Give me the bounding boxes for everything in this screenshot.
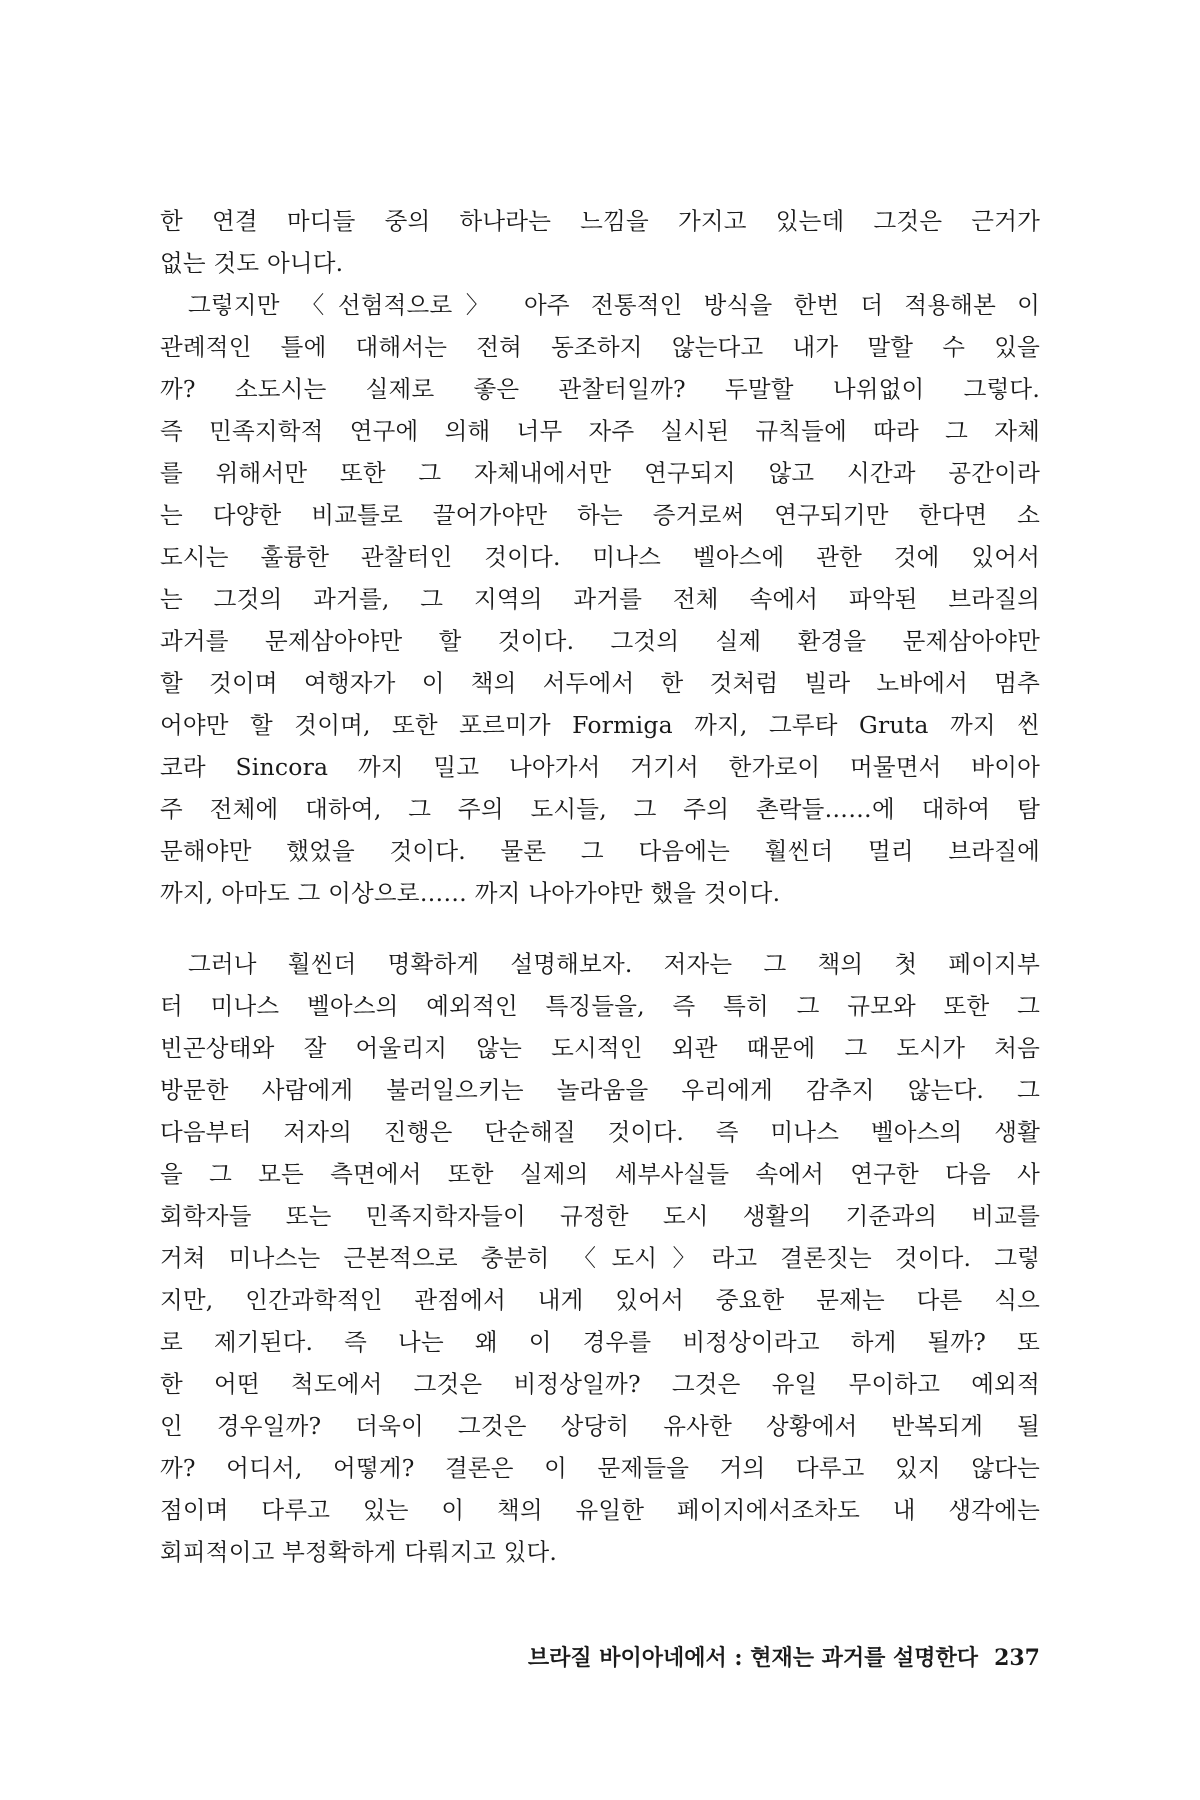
text-line: 는 그것의 과거를, 그 지역의 과거를 전체 속에서 파악된 브라질의 [160,585,1040,613]
text-line: 그렇지만 〈선험적으로〉 아주 전통적인 방식을 한번 더 적용해본 이 [188,291,1040,319]
text-line: 주 전체에 대하여, 그 주의 도시들, 그 주의 촌락들……에 대하여 탐 [160,795,1040,823]
text-line: 까? 어디서, 어떻게? 결론은 이 문제들을 거의 다루고 있지 않다는 [160,1454,1040,1482]
text-line: 지만, 인간과학적인 관점에서 내게 있어서 중요한 문제는 다른 식으 [160,1286,1040,1314]
text-line: 을 그 모든 측면에서 또한 실제의 세부사실들 속에서 연구한 다음 사 [160,1160,1040,1188]
text-line: 어야만 할 것이며, 또한 포르미가 Formiga 까지, 그루타 Gruta 까지 씬 [160,711,1040,739]
text-line: 코라 Sincora 까지 밀고 나아가서 거기서 한가로이 머물면서 바이아 [160,753,1040,781]
running-title: 브라질 바이아네에서 : 현재는 과거를 설명한다 [527,1645,979,1671]
text-line: 방문한 사람에게 불러일으키는 놀라움을 우리에게 감추지 않는다. 그 [160,1076,1040,1104]
text-line: 한 연결 마디들 중의 하나라는 느낌을 가지고 있는데 그것은 근거가 [160,207,1040,235]
text-line: 회피적이고 부정확하게 다뤄지고 있다. [160,1538,558,1566]
text-line: 즉 민족지학적 연구에 의해 너무 자주 실시된 규칙들에 따라 그 자체 [160,417,1040,445]
text-line: 한 어떤 척도에서 그것은 비정상일까? 그것은 유일 무이하고 예외적 [160,1370,1040,1398]
text-line: 다음부터 저자의 진행은 단순해질 것이다. 즉 미나스 벨아스의 생활 [160,1118,1040,1146]
text-line: 는 다양한 비교틀로 끌어가야만 하는 증거로써 연구되기만 한다면 소 [160,501,1040,529]
text-line: 점이며 다루고 있는 이 책의 유일한 페이지에서조차도 내 생각에는 [160,1496,1040,1524]
text-line: 빈곤상태와 잘 어울리지 않는 도시적인 외관 때문에 그 도시가 처음 [160,1034,1040,1062]
text-line: 까? 소도시는 실제로 좋은 관찰터일까? 두말할 나위없이 그렇다. [160,375,1040,403]
paragraph-2 [160,943,1040,1573]
page-number: 237 [994,1645,1040,1671]
text-line: 문해야만 했었을 것이다. 물론 그 다음에는 훨씬더 멀리 브라질에 [160,837,1040,865]
text-line: 도시는 훌륭한 관찰터인 것이다. 미나스 벨아스에 관한 것에 있어서 [160,543,1040,571]
text-line: 인 경우일까? 더욱이 그것은 상당히 유사한 상황에서 반복되게 될 [160,1412,1040,1440]
text-line: 그러나 훨씬더 명확하게 설명해보자. 저자는 그 책의 첫 페이지부 [188,950,1040,978]
page-footer [160,1638,1040,1678]
text-line: 회학자들 또는 민족지학자들이 규정한 도시 생활의 기준과의 비교를 [160,1202,1040,1230]
text-line: 를 위해서만 또한 그 자체내에서만 연구되지 않고 시간과 공간이라 [160,459,1040,487]
text-line: 거쳐 미나스는 근본적으로 충분히 〈도시〉라고 결론짓는 것이다. 그렇 [160,1244,1040,1272]
text-line: 로 제기된다. 즉 나는 왜 이 경우를 비정상이라고 하게 될까? 또 [160,1328,1040,1356]
text-line: 없는 것도 아니다. [160,249,344,277]
text-line: 까지, 아마도 그 이상으로…… 까지 나아가야만 했을 것이다. [160,879,781,907]
paragraph-1 [160,200,1040,914]
text-line: 과거를 문제삼아야만 할 것이다. 그것의 실제 환경을 문제삼아야만 [160,627,1040,655]
text-line: 할 것이며 여행자가 이 책의 서두에서 한 것처럼 빌라 노바에서 멈추 [160,669,1040,697]
text-line: 관례적인 틀에 대해서는 전혀 동조하지 않는다고 내가 말할 수 있을 [160,333,1040,361]
text-line: 터 미나스 벨아스의 예외적인 특징들을, 즉 특히 그 규모와 또한 그 [160,992,1040,1020]
